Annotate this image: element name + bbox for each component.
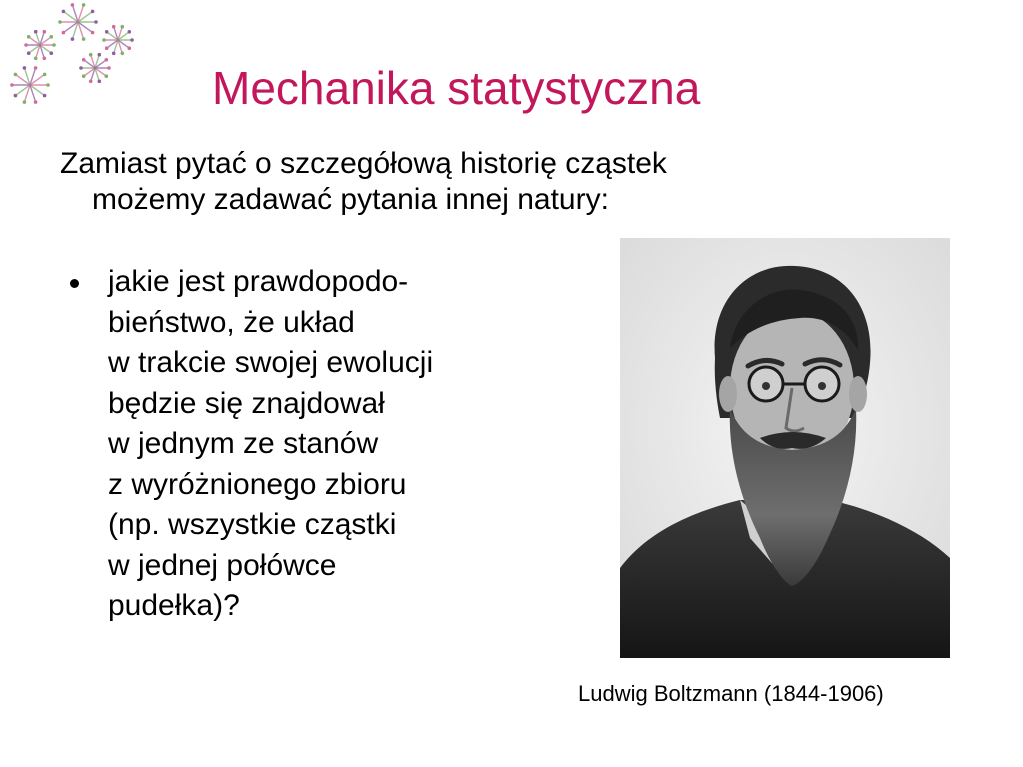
bullet-line: jakie jest prawdopodo- <box>108 265 409 298</box>
intro-line-1: Zamiast pytać o szczegółową historię cząstek <box>60 147 667 180</box>
bullet-line: (np. wszystkie cząstki <box>108 508 397 541</box>
intro-line-2: możemy zadawać pytania innej natury: <box>92 183 609 216</box>
bullet-line: będzie się znajdował <box>108 386 385 420</box>
boltzmann-portrait-image <box>620 238 950 658</box>
bullet-line: z wyróżnionego zbioru <box>108 467 407 501</box>
intro-text <box>60 146 940 218</box>
bullet-dot-icon <box>70 279 79 288</box>
bullet-line: w jednym ze stanów <box>108 427 379 460</box>
bullet-text <box>108 262 433 627</box>
bullet-line: w trakcie swojej ewolucji <box>108 346 434 379</box>
bullet-line: w jednej połówce <box>108 548 337 582</box>
flower-ornament <box>0 0 145 110</box>
bullet-line: bieństwo, że układ <box>108 305 355 339</box>
slide-title: Mechanika statystyczna <box>212 62 701 114</box>
bullet-line: pudełka)? <box>108 589 240 622</box>
portrait-caption: Ludwig Boltzmann (1844-1906) <box>578 681 884 706</box>
